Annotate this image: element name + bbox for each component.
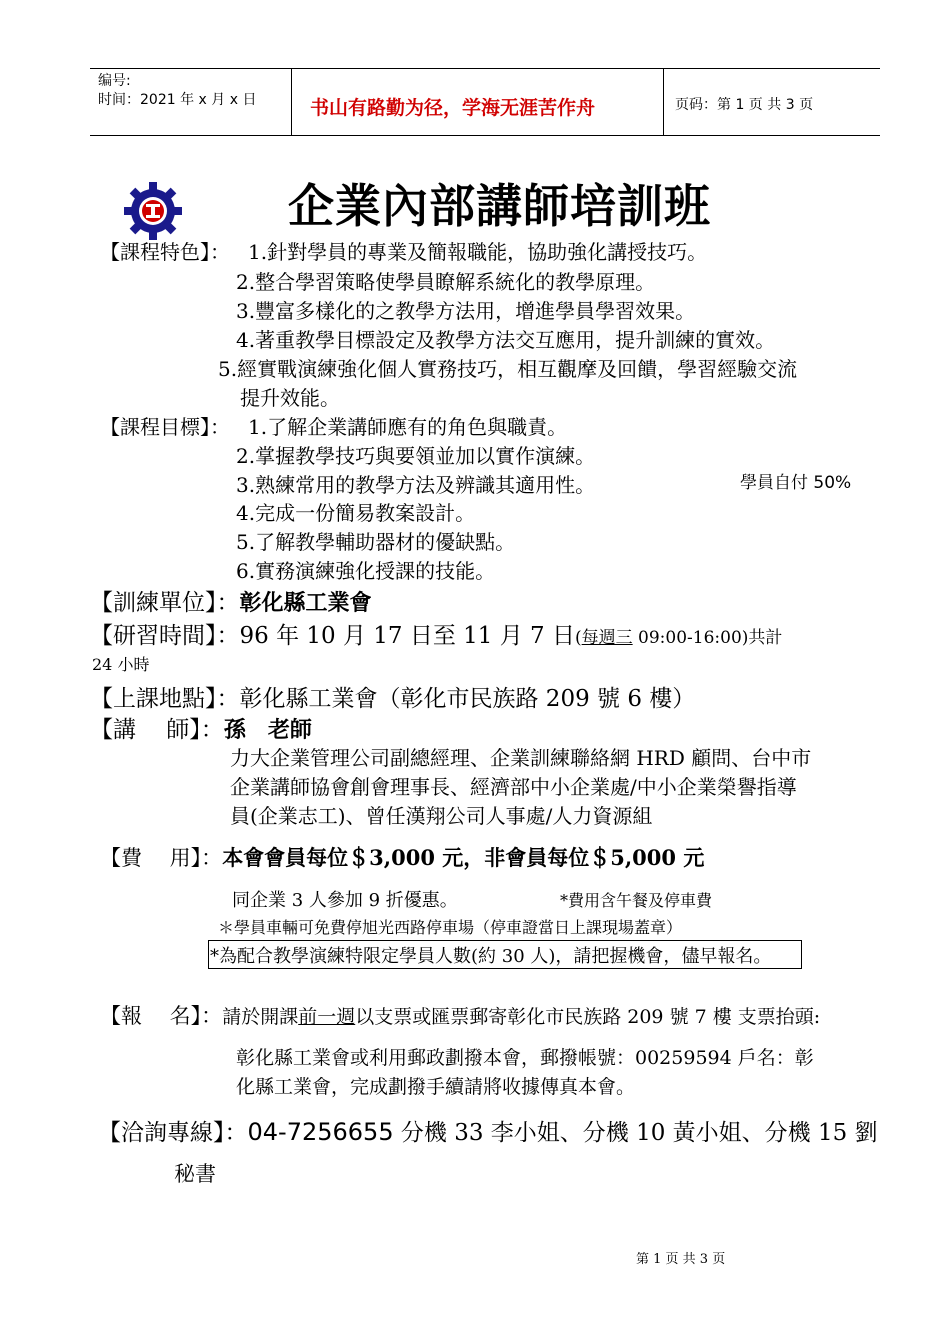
register-text: 以支票或匯票郵寄彰化市民族路 209 號 7 樓 支票抬頭: [355,1006,821,1028]
unit-row [90,584,372,617]
page-label: 页码：第 1 页 共 3 页 [675,97,814,113]
time-paren: ( [575,628,582,648]
page-title: 企業內部講師培訓班 [288,179,711,233]
goal-item: 5.了解教學輔助器材的優缺點。 [236,530,516,554]
motto: 书山有路勤为径，学海无涯苦作舟 [292,69,664,135]
contact-cont: 秘書 [174,1162,216,1186]
number-label: 编号: [98,73,131,89]
register-deadline: 前一週 [298,1006,356,1028]
register-row [100,1000,820,1030]
time-label: 时间：2021 年 x 月 x 日 [98,92,257,108]
goal-item: 4.完成一份簡易教案設計。 [236,501,476,525]
lecturer-name: 孫 老師 [223,718,312,743]
contact-row [98,1114,878,1147]
fee-label: 【費 用】： [100,846,223,870]
place-row [90,680,695,713]
contact-ext: 分機 33 李小姐、分機 10 黃小姐、分機 15 劉 [393,1120,878,1146]
contact-label: 【洽詢專線】： [98,1120,248,1146]
register-text: 請於開課 [222,1006,299,1028]
feature-item: 5.經實戰演練強化個人實務技巧，相互觀摩及回饋，學習經驗交流 [218,357,798,381]
gear-logo-icon [122,180,184,242]
time-label: 【研習時間】： [90,623,240,649]
register-line: 彰化縣工業會或利用郵政劃撥本會，郵撥帳號：00259594 戶名：彰 [236,1047,814,1069]
unit-label: 【訓練單位】： [90,590,240,616]
header-meta-cell [90,69,292,135]
parking-note: ＊學員車輛可免費停旭光西路停車場（停車證當日上課現場蓋章） [218,918,683,937]
contact-phone: 04-7256655 [247,1118,394,1146]
lecturer-bio: 員(企業志工)、曾任漢翔公司人事處/人力資源組 [230,804,653,828]
fee-discount: 同企業 3 人參加 9 折優惠。 [232,890,458,911]
fee-row [100,842,704,872]
lecturer-row [90,711,312,744]
time-value: 96 年 10 月 17 日至 11 月 7 日 [239,623,575,649]
page-footer: 第 1 页 共 3 页 [636,1252,726,1267]
goals-label: 【課程目標】： [100,415,230,439]
time-row [90,617,782,650]
meal-note: *費用含午餐及停車費 [560,891,713,910]
feature-item: 1.針對學員的專業及簡報職能，協助強化講授技巧。 [248,240,708,264]
limit-notice: *為配合教學演練特限定學員人數(約 30 人)，請把握機會，儘早報名。 [208,940,802,969]
time-hours: 09:00-16:00)共計 [632,628,783,648]
feature-item: 2.整合學習策略使學員瞭解系統化的教學原理。 [236,270,656,294]
place-value: 彰化縣工業會（彰化市民族路 209 號 6 樓） [239,686,696,712]
lecturer-label: 【講 師】： [90,717,224,743]
goal-item: 6.實務演練強化授課的技能。 [236,559,496,583]
document-header [90,68,880,136]
unit-value: 彰化縣工業會 [239,591,372,616]
lecturer-bio: 企業講師協會創會理事長、經濟部中小企業處/中小企業榮譽指導 [230,775,797,799]
register-line: 化縣工業會，完成劃撥手續請將收據傳真本會。 [236,1076,636,1098]
time-weekday: 每週三 [581,628,633,648]
fee-value: 本會會員每位＄3,000 元，非會員每位＄5,000 元 [222,845,705,870]
time-total: 24 小時 [92,655,150,674]
feature-item: 3.豐富多樣化的之教學方法用，增進學員學習效果。 [236,299,696,323]
subsidy-note: 學員自付 50% [740,473,852,493]
register-label: 【報 名】： [100,1004,223,1028]
feature-item: 提升效能。 [240,386,340,410]
features-label: 【課程特色】： [100,240,230,264]
goal-item: 2.掌握教學技巧與要領並加以實作演練。 [236,444,596,468]
goal-item: 1.了解企業講師應有的角色與職責。 [248,415,568,439]
feature-item: 4.著重教學目標設定及教學方法交互應用，提升訓練的實效。 [236,328,776,352]
place-label: 【上課地點】： [90,686,240,712]
lecturer-bio: 力大企業管理公司副總經理、企業訓練聯絡網 HRD 顧問、台中市 [230,746,812,770]
goal-item: 3.熟練常用的教學方法及辨識其適用性。 [236,473,596,497]
